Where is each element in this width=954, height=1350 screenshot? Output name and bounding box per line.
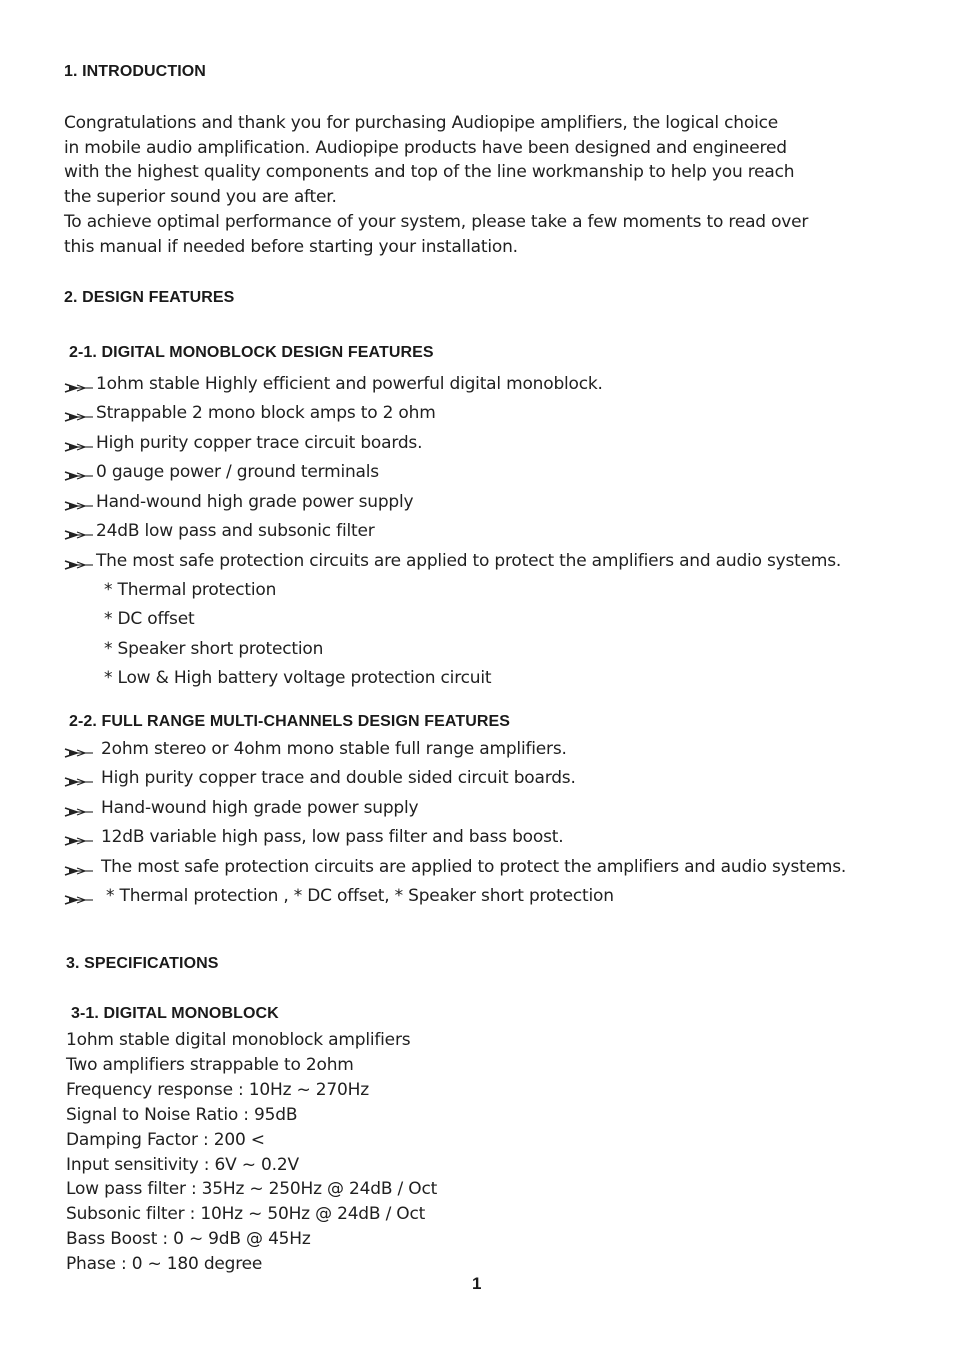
spec-line: Frequency response : 10Hz ~ 270Hz: [66, 1079, 369, 1100]
double-arrow-bullet-icon: [64, 496, 94, 508]
feature-bullet: [64, 797, 418, 819]
protection-item: * Thermal protection: [104, 580, 277, 600]
feature-bullet: [64, 491, 413, 513]
feature-text: High purity copper trace and double sided circuit boards.: [101, 768, 576, 788]
spec-line: Phase : 0 ~ 180 degree: [66, 1254, 263, 1275]
feature-text: 24dB low pass and subsonic filter: [96, 521, 375, 541]
feature-text: Strappable 2 mono block amps to 2 ohm: [96, 403, 436, 423]
feature-text: 0 gauge power / ground terminals: [96, 462, 379, 482]
protection-item: * Speaker short protection: [104, 639, 324, 659]
spec-line: Two amplifiers strappable to 2ohm: [66, 1054, 354, 1075]
paragraph-line: To achieve optimal performance of your system, please take a few moments to read over: [64, 211, 809, 232]
feature-text: 1ohm stable Highly efficient and powerful digital monoblock.: [96, 374, 603, 394]
feature-text: 12dB variable high pass, low pass filter and bass boost.: [101, 827, 564, 847]
subsection-heading-full-range-design: 2-2. FULL RANGE MULTI-CHANNELS DESIGN FEATURES: [69, 713, 511, 730]
specifications-list: [66, 1028, 437, 1277]
feature-text: High purity copper trace circuit boards.: [96, 433, 423, 453]
paragraph-line: in mobile audio amplification. Audiopipe products have been designed and engineered: [64, 137, 787, 158]
feature-bullet: [64, 767, 576, 789]
paragraph-line: Congratulations and thank you for purchasing Audiopipe amplifiers, the logical choice: [64, 113, 779, 133]
section-heading-specifications: 3. SPECIFICATIONS: [66, 955, 219, 972]
paragraph-line: with the highest quality components and top of the line workmanship to help you reach: [64, 162, 795, 183]
double-arrow-bullet-icon: [64, 802, 94, 814]
double-arrow-bullet-icon: [64, 861, 94, 873]
feature-bullet: [64, 461, 379, 483]
spec-line: 1ohm stable digital monoblock amplifiers: [66, 1030, 411, 1050]
feature-text: * Thermal protection , * DC offset, * Speaker short protection: [106, 886, 614, 906]
feature-text: The most safe protection circuits are applied to protect the amplifiers and audio systems.: [96, 551, 842, 571]
feature-text: Hand-wound high grade power supply: [96, 492, 414, 512]
feature-bullet: [64, 856, 846, 878]
feature-bullet: [64, 550, 841, 572]
double-arrow-bullet-icon: [64, 555, 94, 567]
introduction-paragraph: [64, 111, 894, 259]
feature-bullet: [64, 402, 436, 424]
double-arrow-bullet-icon: [64, 772, 94, 784]
double-arrow-bullet-icon: [64, 466, 94, 478]
feature-bullet: [64, 826, 563, 848]
spec-line: Bass Boost : 0 ~ 9dB @ 45Hz: [66, 1229, 311, 1250]
feature-bullet: [64, 432, 422, 454]
paragraph-line: the superior sound you are after.: [64, 187, 337, 208]
spec-line: Input sensitivity : 6V ~ 0.2V: [66, 1154, 299, 1175]
feature-bullet: [64, 885, 614, 907]
spec-line: Subsonic filter : 10Hz ~ 50Hz @ 24dB / Oct: [66, 1204, 426, 1225]
paragraph-line: this manual if needed before starting your installation.: [64, 236, 518, 257]
protection-item: * Low & High battery voltage protection circuit: [104, 668, 492, 688]
double-arrow-bullet-icon: [64, 407, 94, 419]
subsection-heading-digital-monoblock-design: 2-1. DIGITAL MONOBLOCK DESIGN FEATURES: [69, 344, 434, 361]
feature-bullet: [64, 520, 375, 542]
double-arrow-bullet-icon: [64, 890, 94, 902]
feature-text: 2ohm stereo or 4ohm mono stable full range amplifiers.: [101, 739, 567, 759]
feature-bullet: [64, 738, 567, 760]
spec-line: Damping Factor : 200 <: [66, 1129, 265, 1150]
feature-bullet: [64, 373, 603, 395]
feature-text: The most safe protection circuits are applied to protect the amplifiers and audio systems.: [101, 857, 847, 877]
double-arrow-bullet-icon: [64, 831, 94, 843]
spec-line: Low pass filter : 35Hz ~ 250Hz @ 24dB / Oct: [66, 1179, 438, 1200]
page-number: 1: [472, 1274, 482, 1293]
section-heading-introduction: 1. INTRODUCTION: [64, 63, 206, 80]
protection-item: * DC offset: [104, 609, 195, 629]
double-arrow-bullet-icon: [64, 743, 94, 755]
subsection-heading-digital-monoblock-specs: 3-1. DIGITAL MONOBLOCK: [71, 1005, 279, 1022]
double-arrow-bullet-icon: [64, 437, 94, 449]
section-heading-design-features: 2. DESIGN FEATURES: [64, 289, 235, 306]
spec-line: Signal to Noise Ratio : 95dB: [66, 1104, 298, 1125]
feature-text: Hand-wound high grade power supply: [101, 798, 419, 818]
double-arrow-bullet-icon: [64, 378, 94, 390]
double-arrow-bullet-icon: [64, 525, 94, 537]
